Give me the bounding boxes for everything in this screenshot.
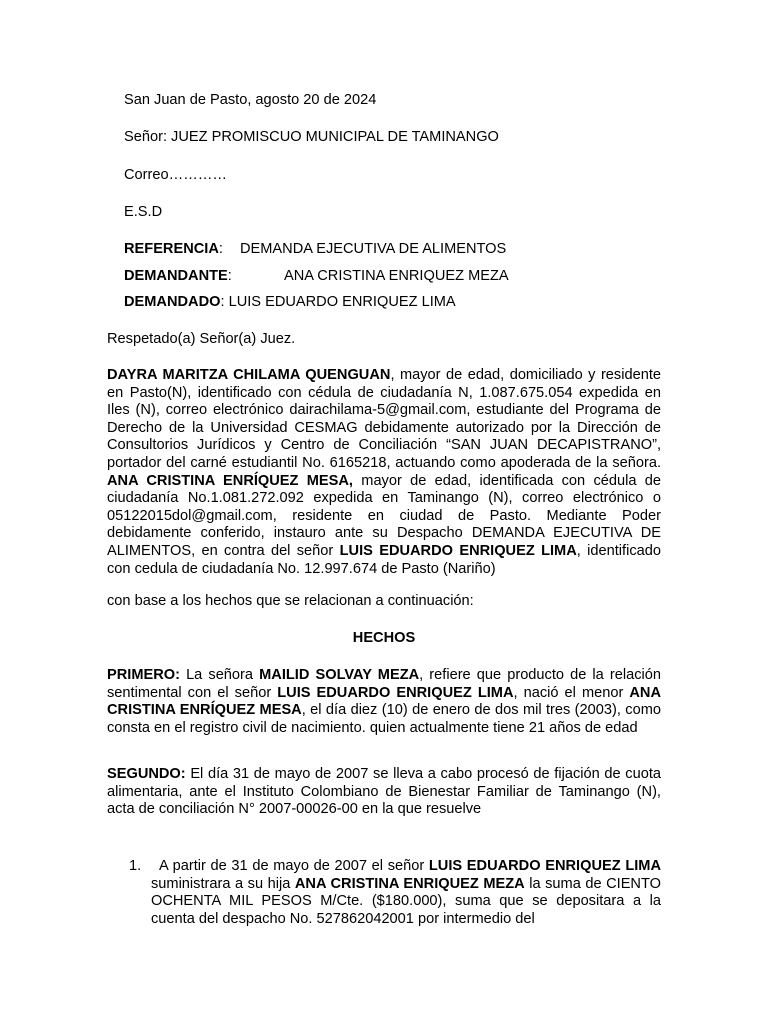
email-line: Correo………… [124,167,227,183]
child-name: ANA CRISTINA ENRÍQUEZ MESA [107,684,661,719]
item1-text-1: A partir de 31 de mayo de 2007 el señor [159,858,429,874]
second-text-1: El día 31 de mayo de 2007 se lleva a cabo procesó de fijación de cuota alimentaria, ante el Instituto Colombiano de Bienestar Familiar de Taminango (N), acta de conciliación N° 2007-00026-00 en la que resuelve [107,766,661,818]
first-label: PRIMERO: [107,667,180,683]
item-1-text [151,858,661,928]
reference-line [124,240,223,258]
defendant-line [124,293,456,311]
first-text-3: , nació el menor [513,684,630,701]
first-text-1: La señora [179,667,260,683]
defendant-label: DEMANDADO [124,294,221,310]
intro-text-2: mayor de edad, identificada con cédula de ciudadanía No.1.081.272.092 expedida en Taminango (N), correo electrónico o 05122015dol@gmail.com, residente en ciudad de Pasto. Mediante Poder debidamente conferido, instauro ante su Despacho DEMANDA EJECUTIVA DE ALIMENTOS, en contra del señor [107,472,661,559]
item-number: 1. [129,858,142,874]
fact-second [107,766,661,819]
place-date: San Juan de Pasto, agosto 20 de 2024 [124,92,377,108]
fact-first [107,667,661,737]
second-label: SEGUNDO: [107,766,186,782]
plaintiff-line [124,267,232,285]
first-text-2: , refiere que producto de la relación sentimental con el señor [107,667,661,701]
reference-label: REFERENCIA [124,241,219,257]
reference-sep: : [218,241,223,257]
intro-paragraph [107,367,661,578]
defendant-value: : LUIS EDUARDO ENRIQUEZ LIMA [220,294,456,310]
client-name: ANA CRISTINA ENRÍQUEZ MESA, [107,472,353,489]
defendant-name: LUIS EDUARDO ENRIQUEZ LIMA [339,542,577,559]
facts-heading: HECHOS [352,630,416,646]
intro-text-1: , mayor de edad, domiciliado y residente en Pasto(N), identificado con cédula de ciudadanía N, 1.087.675.054 expedida en Iles (N), correo electrónico dairachilama-5@gmail.com, estudiante del Programa de Derecho de la Universidad CESMAG debidamente autorizado por la Dirección de Consultorios Jurídicos y Centro de Conciliación “SAN JUAN DECAPISTRANO”, portador del carné estudiantil No. 6165218, actuando como apoderada de la señora. [107,367,661,471]
transition-text: con base a los hechos que se relacionan a continuación: [107,593,474,609]
salutation: Respetado(a) Señor(a) Juez. [107,331,296,347]
intro-text-3: , identificado con cedula de ciudadanía No. 12.997.674 de Pasto (Nariño) [107,542,661,577]
plaintiff-label: DEMANDANTE [124,268,228,284]
first-text-4: , el día diez (10) de enero de dos mil tres (2003), como consta en el registro civil de nacimiento. quien actualmente tiene 21 años de edad [107,702,661,736]
item1-daughter: ANA CRISTINA ENRIQUEZ MEZA [294,875,525,892]
father-name: LUIS EDUARDO ENRIQUEZ LIMA [277,684,514,701]
plaintiff-value: ANA CRISTINA ENRIQUEZ MEZA [284,268,509,284]
esd-line: E.S.D [124,204,163,220]
addressee: Señor: JUEZ PROMISCUO MUNICIPAL DE TAMINANGO [124,129,499,145]
item1-father: LUIS EDUARDO ENRIQUEZ LIMA [428,858,661,874]
item1-text-3: la suma de CIENTO OCHENTA MIL PESOS M/Cte. ($180.000), suma que se depositara a la cuenta del despacho No. 527862042001 por intermedio del [151,875,661,927]
item1-text-2: suministrara a su hija [151,875,295,892]
attorney-name: DAYRA MARITZA CHILAMA QUENGUAN [107,367,391,383]
plaintiff-sep: : [227,268,232,284]
reference-value: DEMANDA EJECUTIVA DE ALIMENTOS [240,241,507,257]
mother-name: MAILID SOLVAY MEZA [259,667,420,683]
